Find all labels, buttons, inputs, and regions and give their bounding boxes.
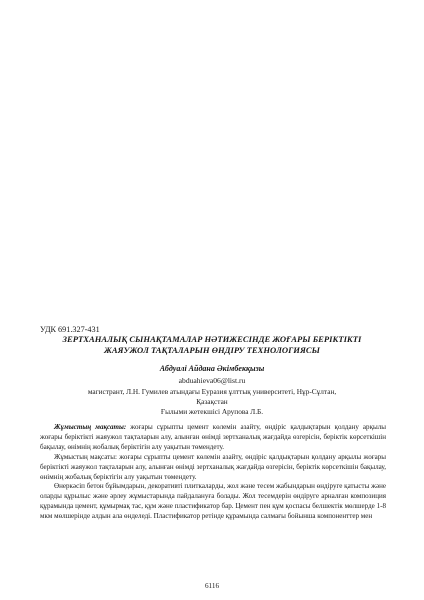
page-number: 6116 bbox=[204, 582, 220, 590]
body-paragraph-2: Жұмыстың мақсаты: жоғары сұрыпты цемент көлемін азайту, өндіріс қалдықтарын қолдану арқылы жоғары беріктікті жаяужол тақталарын алу, алынған өнімді зертханалық жағдайда өзгерісін, беріктік көрсеткішін бақылау, өнімнің жобалық беріктігін алу уақытын төмендету. bbox=[40, 452, 386, 481]
author-name: Абдуалі Айдана Әкімбекқызы bbox=[159, 364, 265, 373]
body-paragraph-3: Өнеркәсіп бетон бұйымдарын, декоративті плиткаларды, жол және тесем жабындарын өндіруге қатысты және оларды құрылыс және әрлеу жұмыстарында пайдалануға болады. Жол тесемдерін өндіруге арналған композиция құрамында цемент, құмырмақ тас, құм және пластификатор бар. Цемент пен құм қоспасы белшектік мөлшерде 1-8 мкм мөлшерінде алдын ала өнделеді. Пластификатор ретінде құрамында салмағы бойынша компоненттер мен bbox=[40, 482, 386, 521]
affiliation-line-2: Қазақстан bbox=[196, 397, 228, 406]
paragraph-lead: Жұмыстың мақсаты: bbox=[54, 423, 127, 431]
body-paragraph-1 bbox=[40, 423, 386, 453]
affiliation-line-1: магистрант, Л.Н. Гумилев атындағы Еуразия ұлттық университеті, Нұр-Сұлтан, bbox=[87, 387, 337, 396]
paper-title bbox=[40, 334, 384, 355]
affiliation-line-3: Ғылыми жетекшісі Арупова Л.Б. bbox=[160, 407, 264, 416]
udc-code: УДК 691.327-431 bbox=[40, 325, 100, 334]
paper-title-line-2: ЖАЯУЖОЛ ТАҚТАЛАРЫН ӨНДІРУ ТЕХНОЛОГИЯСЫ bbox=[104, 344, 320, 355]
body-text bbox=[40, 423, 386, 522]
paper-title-line-1: ЗЕРТХАНАЛЫҚ СЫНАҚТАМАЛАР НӘТИЖЕСІНДЕ ЖОҒАРЫ БЕРІКТІКТІ bbox=[62, 334, 362, 344]
author-email: abduahieva06@list.ru bbox=[178, 376, 246, 385]
author-affiliation bbox=[40, 387, 384, 417]
paragraph-text: жоғары сұрыпты цемент көлемін азайту, өндіріс қалдықтарын қолдану арқылы жоғары беріктікті жаяужол тақталарын алу, алынған өнімді зертханалық жағдайда өзгерісін, беріктік көрсеткішін бақылау, өнімнің жобалық беріктігін алу уақытын төмендету. bbox=[40, 423, 386, 451]
